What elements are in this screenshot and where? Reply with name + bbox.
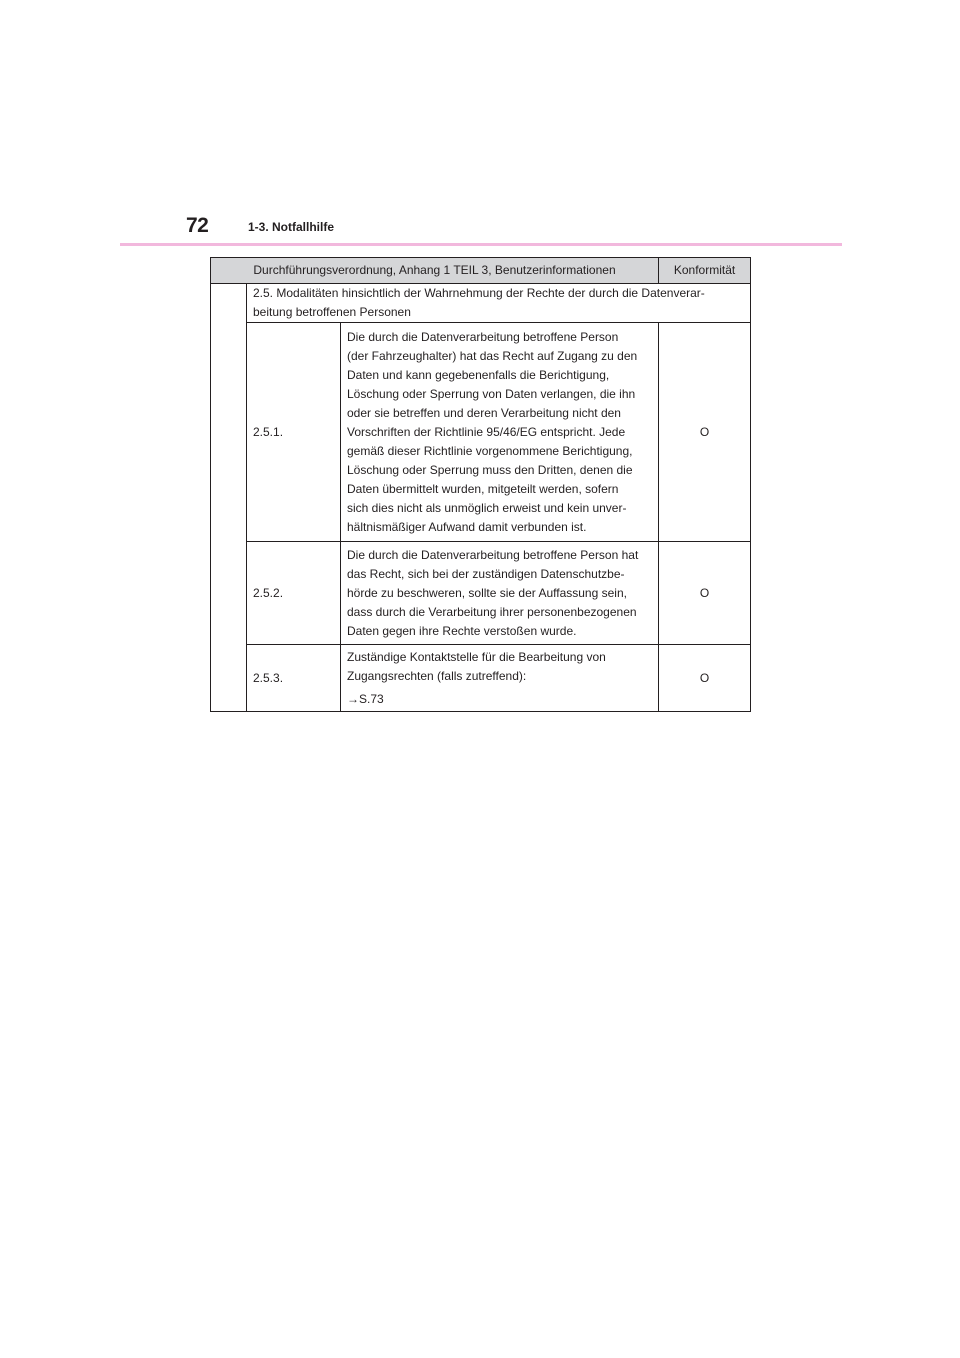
row-conformity: O (659, 323, 751, 542)
group-heading-line: beitung betroffenen Personen (253, 305, 411, 319)
row-text-line: Daten gegen ihre Rechte verstoßen wurde. (347, 623, 577, 638)
page-number: 72 (186, 214, 209, 237)
row-text-line: sich dies nicht als unmöglich erweist und kein unver- (347, 500, 627, 515)
row-text-line: Daten übermittelt wurden, mitgeteilt werden, sofern (347, 481, 619, 496)
section-title: 1-3. Notfallhilfe (248, 220, 335, 234)
arrow-right-icon: → (347, 691, 359, 706)
table-row (211, 645, 751, 712)
row-text-line: Zuständige Kontaktstelle für die Bearbeitung von (347, 649, 606, 664)
row-number: 2.5.3. (247, 645, 341, 712)
group-heading-line: 2.5. Modalitäten hinsichtlich der Wahrnehmung der Rechte der durch die Datenverar- (253, 286, 705, 300)
page-reference[interactable] (347, 690, 652, 709)
indent-cell (211, 284, 247, 712)
row-conformity: O (659, 542, 751, 645)
row-text-line: Die durch die Datenverarbeitung betroffene Person (347, 329, 619, 344)
row-text-line: dass durch die Verarbeitung ihrer personenbezogenen (347, 604, 637, 619)
regulation-table (210, 257, 751, 712)
row-text-line: Daten und kann gegebenenfalls die Berichtigung, (347, 367, 610, 382)
header-regulation: Durchführungsverordnung, Anhang 1 TEIL 3, Benutzerinformationen (211, 258, 659, 284)
group-row (211, 284, 751, 323)
row-text-line: Zugangsrechten (falls zutreffend): (347, 668, 527, 683)
row-conformity: O (659, 645, 751, 712)
row-text-line: Löschung oder Sperrung von Daten verlangen, die ihn (347, 386, 636, 401)
row-number: 2.5.1. (247, 323, 341, 542)
row-text (341, 542, 659, 645)
header-conformity: Konformität (659, 258, 751, 284)
row-text-line: (der Fahrzeughalter) hat das Recht auf Zugang zu den (347, 348, 638, 363)
row-text-line: das Recht, sich bei der zuständigen Datenschutzbe- (347, 566, 625, 581)
row-text-line: Löschung oder Sperrung muss den Dritten, denen die (347, 462, 633, 477)
row-text-line: gemäß dieser Richtlinie vorgenommene Berichtigung, (347, 443, 633, 458)
row-text-line: Vorschriften der Richtlinie 95/46/EG entspricht. Jede (347, 424, 626, 439)
row-text (341, 645, 659, 712)
group-heading (247, 284, 751, 323)
header-rule (120, 243, 842, 246)
row-text-line: oder sie betreffen und deren Verarbeitung nicht den (347, 405, 621, 420)
table-row (211, 542, 751, 645)
table-row (211, 323, 751, 542)
row-text-line: Die durch die Datenverarbeitung betroffene Person hat (347, 547, 639, 562)
page-reference-label: S.73 (359, 691, 384, 706)
row-text (341, 323, 659, 542)
table-header-row (211, 258, 751, 284)
row-text-line: hörde zu beschweren, sollte sie der Auffassung sein, (347, 585, 627, 600)
row-number: 2.5.2. (247, 542, 341, 645)
row-text-line: hältnismäßiger Aufwand damit verbunden ist. (347, 519, 587, 534)
